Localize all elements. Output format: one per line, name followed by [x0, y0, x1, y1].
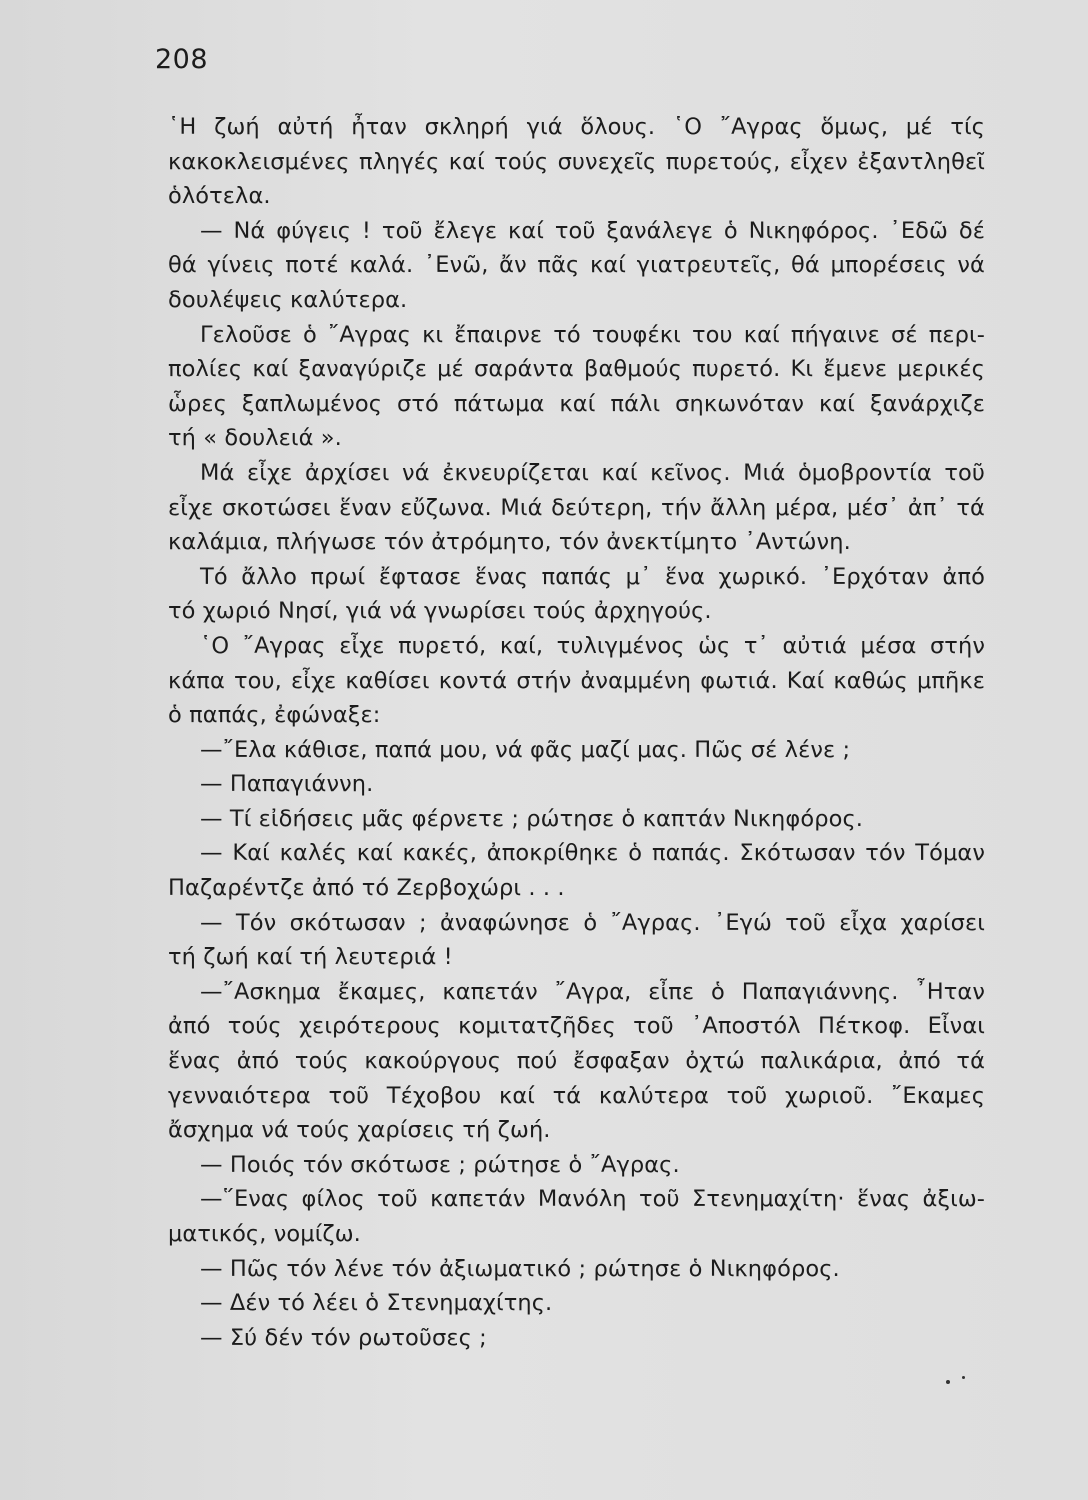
text-line: — Καί καλές καί κακές, ἀποκρίθηκε ὁ παπάς. Σκότωσαν τόν Τόμαν	[200, 840, 985, 867]
text-line: γενναιότερα τοῦ Τέχοβου καί τά καλύτερα τοῦ χωριοῦ. ῎Εκαμες	[168, 1082, 985, 1109]
text-line: ῾Ο ῎Αγρας εἶχε πυρετό, καί, τυλιγμένος ὡς τ᾿ αὐτιά μέσα στήν	[200, 632, 985, 659]
text-line: — Σύ δέν τόν ρωτοῦσες ;	[200, 1324, 487, 1351]
text-line: Γελοῦσε ὁ ῎Αγρας κι ἔπαιρνε τό τουφέκι του καί πήγαινε σέ περι-	[200, 321, 985, 348]
text-line: —῞Ενας φίλος τοῦ καπετάν Μανόλη τοῦ Στενημαχίτη· ἕνας ἀξιω-	[200, 1186, 985, 1213]
text-line: ἀπό τούς χειρότερους κομιτατζῆδες τοῦ ᾿Αποστόλ Πέτκοφ. Εἶναι	[168, 1013, 985, 1040]
ink-speck	[946, 1380, 950, 1384]
text-line: — Δέν τό λέει ὁ Στενημαχίτης.	[200, 1290, 553, 1317]
text-line: δουλέψεις καλύτερα.	[168, 286, 408, 313]
text-line: Παζαρέντζε ἀπό τό Ζερβοχώρι . . .	[168, 875, 565, 902]
text-line: κάπα του, εἶχε καθίσει κοντά στήν ἀναμμένη φωτιά. Καί καθώς μπῆκε	[168, 667, 985, 694]
text-line: ματικός, νομίζω.	[168, 1221, 361, 1247]
text-line: — Πῶς τόν λένε τόν ἀξιωματικό ; ρώτησε ὁ Νικηφόρος.	[200, 1255, 840, 1282]
text-line: — Νά φύγεις ! τοῦ ἔλεγε καί τοῦ ξανάλεγε ὁ Νικηφόρος. ᾿Εδῶ δέ	[200, 217, 985, 244]
ink-speck	[962, 1376, 965, 1379]
page-text	[168, 110, 985, 1355]
text-line: ἄσχημα νά τούς χαρίσεις τή ζωή.	[168, 1117, 551, 1144]
text-line: ῾Η ζωή αὐτή ἦταν σκληρή γιά ὅλους. ῾Ο ῎Αγρας ὅμως, μέ τίς	[168, 114, 985, 140]
page-number: 208	[155, 44, 209, 75]
text-line: —῎Ελα κάθισε, παπά μου, νά φᾶς μαζί μας. Πῶς σέ λένε ;	[200, 736, 851, 763]
text-line: καλάμια, πλήγωσε τόν ἀτρόμητο, τόν ἀνεκτίμητο ᾿Αντώνη.	[168, 529, 851, 556]
text-line: θά γίνεις ποτέ καλά. ᾿Ενῶ, ἄν πᾶς καί γιατρευτεῖς, θά μπορέσεις νά	[168, 252, 985, 279]
text-line: τή ζωή καί τή λευτεριά !	[168, 944, 453, 971]
text-line: τό χωριό Νησί, γιά νά γνωρίσει τούς ἀρχηγούς.	[168, 598, 712, 625]
text-line: ὁλότελα.	[168, 183, 271, 210]
text-line: — Τί εἰδήσεις μᾶς φέρνετε ; ρώτησε ὁ καπτάν Νικηφόρος.	[200, 805, 864, 832]
text-line: ἕνας ἀπό τούς κακούργους πού ἔσφαξαν ὀχτώ παλικάρια, ἀπό τά	[168, 1048, 985, 1075]
text-line: Τό ἄλλο πρωί ἔφτασε ἕνας παπάς μ᾿ ἕνα χωρικό. ᾿Ερχόταν ἀπό	[200, 563, 985, 590]
text-line: κακοκλεισμένες πληγές καί τούς συνεχεῖς πυρετούς, εἶχεν ἐξαντληθεῖ	[168, 148, 985, 175]
text-line: Μά εἶχε ἀρχίσει νά ἐκνευρίζεται καί κεῖνος. Μιά ὁμοβροντία τοῦ	[200, 459, 985, 486]
text-line: πολίες καί ξαναγύριζε μέ σαράντα βαθμούς πυρετό. Κι ἔμενε μερικές	[168, 356, 985, 383]
text-line: ὧρες ξαπλωμένος στό πάτωμα καί πάλι σηκωνόταν καί ξανάρχιζε	[168, 390, 985, 417]
text-line: τή « δουλειά ».	[168, 425, 342, 452]
text-line: —῎Ασκημα ἔκαμες, καπετάν ῎Αγρα, εἶπε ὁ Παπαγιάννης. ῏Ηταν	[200, 978, 985, 1005]
text-line: — Τόν σκότωσαν ; ἀναφώνησε ὁ ῎Αγρας. ᾿Εγώ τοῦ εἶχα χαρίσει	[200, 909, 985, 936]
text-line: — Ποιός τόν σκότωσε ; ρώτησε ὁ ῎Αγρας.	[200, 1151, 680, 1178]
text-line: — Παπαγιάννη.	[200, 771, 374, 798]
text-line: εἶχε σκοτώσει ἕναν εὔζωνα. Μιά δεύτερη, τήν ἄλλη μέρα, μέσ᾿ ἀπ᾿ τά	[168, 494, 985, 521]
text-line: ὁ παπάς, ἐφώναξε:	[168, 702, 381, 729]
